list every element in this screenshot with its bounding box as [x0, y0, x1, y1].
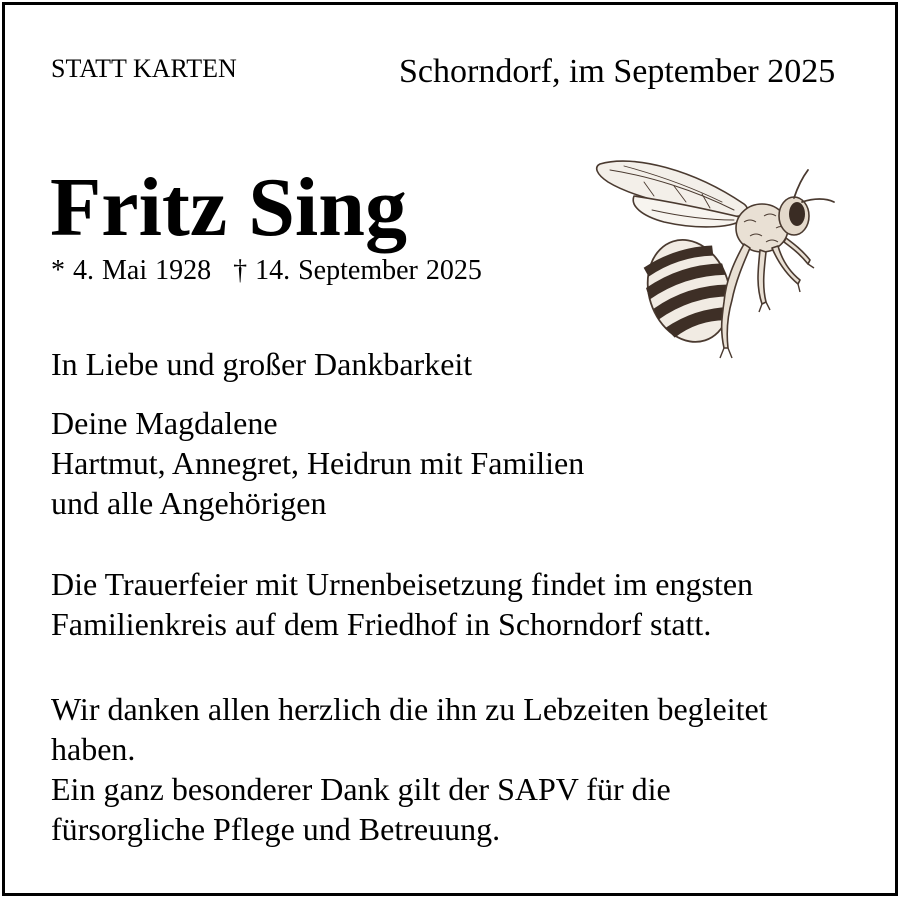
place-date: Schorndorf, im September 2025: [399, 53, 836, 90]
thanks-line: fürsorgliche Pflege und Betreuung.: [51, 811, 501, 847]
thanks-line: Wir danken allen herzlich die ihn zu Lebzeiten begleitet: [51, 691, 768, 727]
bee-icon: [594, 152, 840, 370]
thanks-paragraph: [51, 689, 768, 849]
ceremony-line: Familienkreis auf dem Friedhof in Schorndorf statt.: [51, 606, 712, 642]
dedication-text: In Liebe und großer Dankbarkeit: [51, 346, 473, 382]
mourner-line: und alle Angehörigen: [51, 485, 327, 521]
mourner-line: Hartmut, Annegret, Heidrun mit Familien: [51, 445, 585, 481]
death-date: † 14. September 2025: [233, 255, 482, 286]
deceased-name: Fritz Sing: [50, 161, 407, 254]
thanks-line: Ein ganz besonderer Dank gilt der SAPV für die: [51, 771, 671, 807]
dedication: [51, 344, 472, 384]
thanks-line: haben.: [51, 731, 136, 767]
mourner-line: Deine Magdalene: [51, 405, 278, 441]
life-dates: [51, 257, 482, 285]
ceremony-notice: [51, 564, 753, 644]
ceremony-line: Die Trauerfeier mit Urnenbeisetzung findet im engsten: [51, 566, 754, 602]
statt-karten-label: STATT KARTEN: [51, 54, 237, 83]
mourners-list: [51, 403, 584, 523]
birth-date: * 4. Mai 1928: [51, 255, 212, 286]
